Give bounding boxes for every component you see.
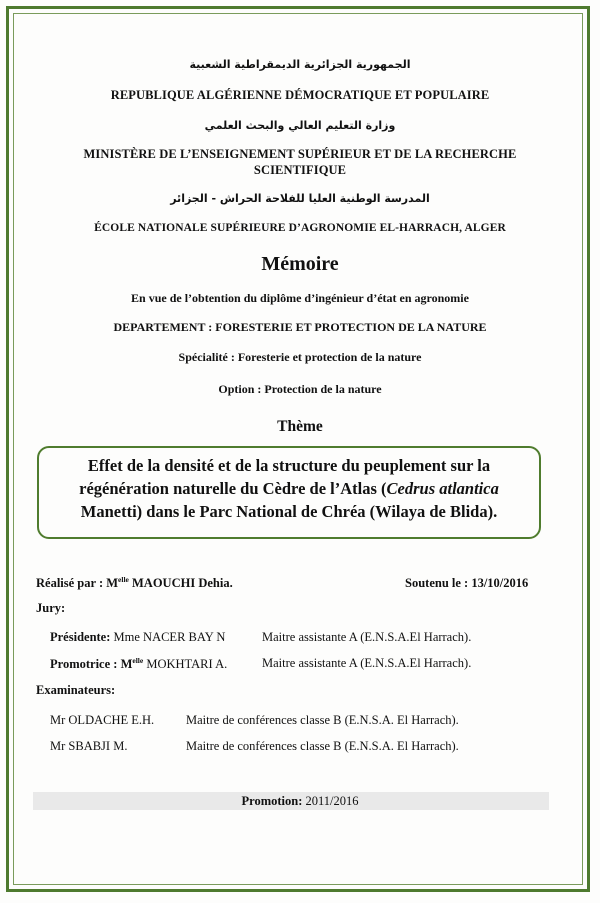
jury-promoter: Promotrice : $M^{elle}$ MOKHTARI A. — [50, 656, 228, 671]
speciality: Spécialité : Foresterie et protection de la nature — [178, 350, 422, 364]
theme-line-3: Manetti) dans le Parc National de Chréa (Wilaya de Blida). — [80, 502, 498, 521]
school-heading: ÉCOLE NATIONALE SUPÉRIEURE D’AGRONOMIE EL-HARRACH, ALGER — [94, 222, 506, 234]
examiner-2-name: Mr SBABJI M. — [50, 739, 128, 753]
author-line: Réalisé par : $M^{elle}$ MAOUCHI Dehia. — [36, 575, 233, 590]
arabic-republic: الجمهورية الجزائرية الديمقراطية الشعبية — [189, 58, 411, 71]
examiner-2-title: Maitre de conférences classe B (E.N.S.A. El Harrach). — [186, 739, 459, 753]
jury-label: Jury: — [36, 601, 66, 615]
theme-line-2: régénération naturelle du Cèdre de l’Atlas (Cedrus atlantica — [79, 479, 499, 498]
arabic-school: المدرسة الوطنية العليا للفلاحة الحراش - الجزائر — [170, 192, 430, 205]
option: Option : Protection de la nature — [218, 382, 382, 396]
examiners-label: Examinateurs: — [36, 683, 116, 697]
theme-box — [37, 446, 541, 539]
ministry-heading-line2: SCIENTIFIQUE — [253, 163, 347, 177]
examiner-1-title: Maitre de conférences classe B (E.N.S.A. El Harrach). — [186, 713, 459, 727]
ministry-heading-line1: MINISTÈRE DE L’ENSEIGNEMENT SUPÉRIEUR ET DE LA RECHERCHE — [83, 147, 517, 161]
theme-label: Thème — [277, 418, 323, 435]
department: DEPARTEMENT : FORESTERIE ET PROTECTION DE LA NATURE — [113, 320, 487, 334]
jury-president: Présidente: Mme NACER BAY N — [50, 630, 226, 644]
defense-date: Soutenu le : 13/10/2016 — [405, 576, 529, 590]
republic-heading: REPUBLIQUE ALGÉRIENNE DÉMOCRATIQUE ET POPULAIRE — [110, 88, 490, 102]
promotion: Promotion: 2011/2016 — [241, 794, 359, 808]
jury-promoter-title: Maitre assistante A (E.N.S.A.El Harrach). — [262, 656, 472, 670]
degree-purpose: En vue de l’obtention du diplôme d’ingénieur d’état en agronomie — [131, 291, 469, 305]
arabic-ministry: وزارة التعليم العالي والبحث العلمي — [204, 119, 396, 132]
theme-line-1: Effet de la densité et de la structure du peuplement sur la — [87, 456, 491, 475]
species-name: Cedrus atlantica — [386, 479, 499, 498]
jury-president-title: Maitre assistante A (E.N.S.A.El Harrach). — [262, 630, 472, 644]
examiner-1-name: Mr OLDACHE E.H. — [50, 713, 155, 727]
document-title: Mémoire — [261, 253, 339, 275]
